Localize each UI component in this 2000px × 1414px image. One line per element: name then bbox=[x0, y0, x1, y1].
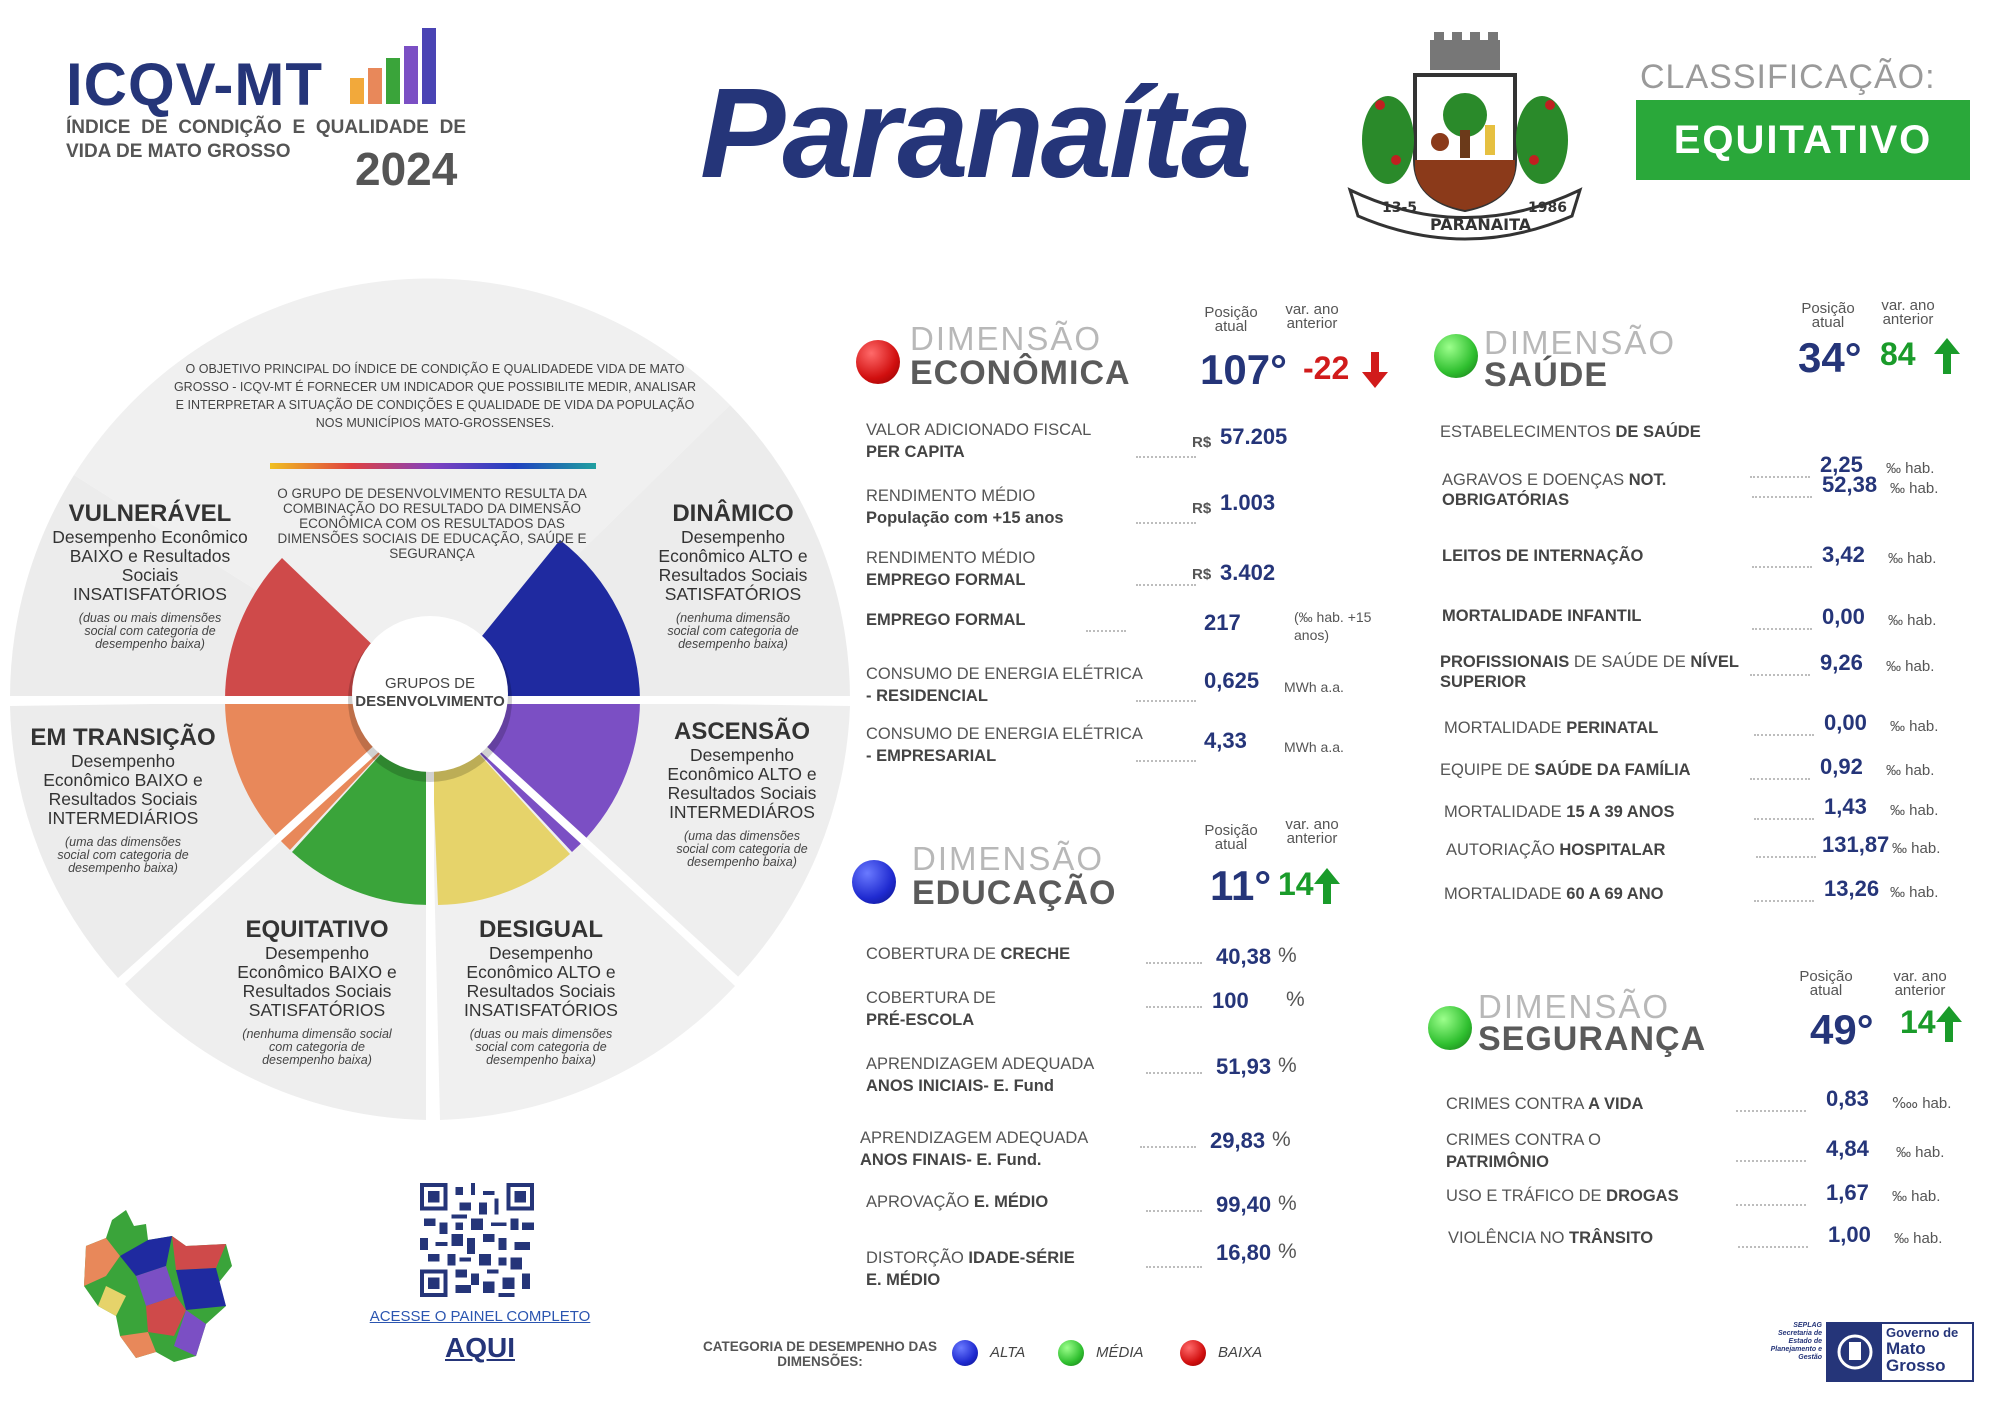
group-equitativo bbox=[222, 916, 412, 1067]
indicator-bold: DE SAÚDE bbox=[1615, 423, 1701, 441]
indicator-text: USO E TRÁFICO DE bbox=[1446, 1187, 1602, 1205]
logo-title: ICQV-MT bbox=[66, 51, 323, 118]
government-logo bbox=[1762, 1322, 1974, 1382]
dotted-leader bbox=[1136, 760, 1196, 762]
seguranca-var-label bbox=[1882, 970, 1958, 998]
wheel-center-line2: DESENVOLVIMENTO bbox=[355, 693, 505, 710]
indicator-row bbox=[866, 988, 1326, 1038]
saude-pos-label bbox=[1796, 302, 1860, 330]
var-label-l2: anterior bbox=[1286, 830, 1338, 847]
indicator-label-l1 bbox=[1444, 802, 1674, 823]
indicator-row bbox=[1446, 1180, 1966, 1234]
indicator-value: 1,67 bbox=[1826, 1180, 1869, 1205]
indicator-row bbox=[860, 1128, 1320, 1178]
groups-explanation: O GRUPO DE DESENVOLVIMENTO RESULTA DA COMBINAÇÃO DO RESULTADO DA DIMENSÃO ECONÔMICA COM OS RESULTADOS DAS DIMENSÕES SOCIAIS DE EDUCAÇÃO, SAÚDE E SEGURANÇA bbox=[277, 486, 587, 561]
indicator-text: COBERTURA DE bbox=[866, 945, 996, 963]
group-vulneravel bbox=[50, 500, 250, 651]
indicator-row bbox=[1444, 876, 1964, 932]
currency-label: R$ bbox=[1192, 566, 1212, 583]
economica-var: -22 bbox=[1303, 350, 1350, 386]
group-title: VULNERÁVEL bbox=[68, 500, 232, 527]
seguranca-var: 14 bbox=[1900, 1004, 1936, 1040]
classification-badge: EQUITATIVO bbox=[1636, 100, 1970, 180]
legend-title: CATEGORIA DE DESEMPENHO DAS DIMENSÕES: bbox=[702, 1339, 938, 1369]
indicator-label-l2: - EMPRESARIAL bbox=[866, 747, 997, 765]
indicator-row bbox=[866, 664, 1366, 714]
dotted-leader bbox=[1752, 628, 1812, 630]
var-label-l2: anterior bbox=[1894, 982, 1946, 999]
classification-label: CLASSIFICAÇÃO: bbox=[1640, 58, 1936, 96]
group-title: ASCENSÃO bbox=[673, 718, 811, 745]
indicator-value: 57.205 bbox=[1220, 424, 1288, 449]
municipal-crest-icon bbox=[1340, 30, 1590, 250]
indicator-unit: ‰ hab. bbox=[1888, 612, 1937, 629]
currency-label: R$ bbox=[1192, 434, 1212, 451]
indicator-label-l1 bbox=[1440, 760, 1691, 781]
currency-label: R$ bbox=[1192, 500, 1212, 517]
educacao-status-ball bbox=[852, 860, 896, 904]
legend-baixa-ball bbox=[1180, 1340, 1206, 1366]
indicator-unit: % bbox=[1286, 988, 1305, 1011]
indicator-unit: MWh a.a. bbox=[1284, 679, 1344, 695]
seguranca-dim-label: DIMENSÃO bbox=[1478, 988, 1671, 1025]
indicator-unit: ‰ hab. bbox=[1896, 1144, 1945, 1161]
group-note: (uma das dimensões social com categoria de desempenho baixa) bbox=[57, 835, 189, 875]
dotted-leader bbox=[1750, 674, 1810, 676]
seguranca-rank: 49° bbox=[1810, 1006, 1874, 1053]
var-label-l1: var. ano bbox=[1881, 297, 1935, 314]
indicator-text: COBERTURA DE bbox=[866, 989, 996, 1007]
indicator-label-l1 bbox=[1442, 470, 1666, 491]
legend-alta-ball bbox=[952, 1340, 978, 1366]
dotted-leader bbox=[1136, 522, 1196, 524]
indicator-bold: CRECHE bbox=[1000, 945, 1071, 963]
var-label-l1: var. ano bbox=[1893, 968, 1947, 985]
indicator-bold: 15 A 39 ANOS bbox=[1566, 803, 1675, 821]
indicator-value: 16,80 bbox=[1216, 1240, 1272, 1265]
indicator-unit: % bbox=[1278, 944, 1297, 967]
indicator-value: 52,38 bbox=[1822, 472, 1878, 497]
indicator-row bbox=[1446, 1130, 1966, 1178]
indicator-row bbox=[866, 1054, 1326, 1104]
dotted-leader bbox=[1146, 1072, 1202, 1074]
group-desc: Desempenho Econômico BAIXO e Resultados Sociais INTERMEDIÁRIOS bbox=[43, 751, 203, 828]
indicator-text: APRENDIZAGEM ADEQUADA bbox=[860, 1129, 1089, 1147]
group-title: EQUITATIVO bbox=[245, 916, 389, 943]
indicator-label-l2: ANOS INICIAIS- E. Fund bbox=[866, 1077, 1054, 1095]
group-dinamico bbox=[638, 500, 828, 651]
indicator-label-l1 bbox=[1440, 652, 1739, 673]
legend-baixa-label: BAIXA bbox=[1218, 1344, 1263, 1361]
access-panel-link[interactable]: ACESSE O PAINEL COMPLETO bbox=[369, 1308, 591, 1325]
dotted-leader bbox=[1146, 1266, 1202, 1268]
group-ascensao bbox=[652, 718, 832, 869]
pos-label-l1: Posição bbox=[1204, 822, 1258, 839]
indicator-label-l1 bbox=[866, 1192, 1048, 1213]
city-name: Paranaíta bbox=[700, 62, 1250, 205]
saude-dim-name: SAÚDE bbox=[1484, 356, 1609, 394]
legend-alta-label: ALTA bbox=[990, 1344, 1026, 1361]
indicator-row bbox=[1440, 754, 1960, 808]
indicator-value: 51,93 bbox=[1216, 1054, 1272, 1079]
logo-subtitle: ÍNDICE DE CONDIÇÃO E QUALIDADE DE VIDA DE MATO GROSSO bbox=[66, 117, 466, 162]
indicator-row bbox=[866, 1192, 1326, 1242]
group-desc: Desempenho Econômico ALTO e Resultados Sociais INSATISFATÓRIOS bbox=[464, 943, 618, 1020]
indicator-label-l2: População com +15 anos bbox=[866, 509, 1064, 527]
dotted-leader bbox=[1738, 1246, 1808, 1248]
indicator-unit: MWh a.a. bbox=[1284, 739, 1344, 755]
indicator-label-l1 bbox=[866, 1248, 1075, 1269]
indicator-bold: TRÂNSITO bbox=[1569, 1229, 1654, 1247]
indicator-bold: MORTALIDADE INFANTIL bbox=[1442, 607, 1642, 625]
economica-pos-label bbox=[1196, 306, 1266, 334]
indicator-label-l1 bbox=[866, 1054, 1094, 1075]
indicator-value: 131,87 bbox=[1822, 832, 1890, 857]
indicator-unit: % bbox=[1272, 1128, 1291, 1151]
indicator-unit: ‰ hab. bbox=[1890, 718, 1939, 735]
indicator-label-l1 bbox=[1442, 606, 1642, 627]
group-note: (nenhuma dimensão social com categoria de desempenho baixa) bbox=[667, 611, 799, 651]
indicator-value: 40,38 bbox=[1216, 944, 1272, 969]
indicator-value: 100 bbox=[1212, 988, 1249, 1013]
indicator-text: APROVAÇÃO bbox=[866, 1193, 970, 1211]
indicator-unit: ‰ hab. bbox=[1892, 1188, 1941, 1205]
var-label-l2: anterior bbox=[1882, 311, 1934, 328]
dotted-leader bbox=[1736, 1160, 1806, 1162]
indicator-bold: PROFISSIONAIS bbox=[1440, 653, 1570, 671]
dotted-leader bbox=[1736, 1110, 1806, 1112]
indicator-label-l1 bbox=[866, 944, 1070, 965]
dotted-leader bbox=[1136, 456, 1196, 458]
educacao-dim-name: EDUCAÇÃO bbox=[912, 874, 1117, 912]
pos-label-l2: atual bbox=[1214, 318, 1248, 335]
group-desc: Desempenho Econômico ALTO e Resultados Sociais INTERMEDIÁROS bbox=[667, 745, 817, 822]
group-title: DINÂMICO bbox=[672, 500, 794, 527]
legend-media-label: MÉDIA bbox=[1096, 1344, 1144, 1361]
indicator-value: 0,00 bbox=[1824, 710, 1867, 735]
indicator-row bbox=[866, 944, 1326, 994]
seguranca-pos-label bbox=[1794, 970, 1858, 998]
indicator-bold: IDADE-SÉRIE bbox=[968, 1249, 1075, 1267]
indicator-text: MORTALIDADE bbox=[1444, 803, 1562, 821]
economica-rank: 107° bbox=[1200, 346, 1287, 393]
group-title: DESIGUAL bbox=[478, 916, 603, 943]
group-transicao bbox=[28, 724, 218, 875]
indicator-text: DE SAÚDE DE bbox=[1573, 653, 1686, 671]
pos-label-l1: Posição bbox=[1799, 968, 1853, 985]
indicator-label-l1: VALOR ADICIONADO FISCAL bbox=[866, 421, 1092, 439]
indicator-bold: SAÚDE DA FAMÍLIA bbox=[1534, 761, 1691, 779]
wheel-center-line1: GRUPOS DE bbox=[384, 675, 475, 692]
economica-status-ball bbox=[856, 340, 900, 384]
pos-label-l1: Posição bbox=[1801, 300, 1855, 317]
dotted-leader bbox=[1754, 734, 1814, 736]
indicator-text: AUTORIAÇÃO bbox=[1446, 841, 1555, 859]
indicator-text: ESTABELECIMENTOS bbox=[1440, 423, 1611, 441]
indicator-label-l1: RENDIMENTO MÉDIO bbox=[866, 549, 1036, 567]
dotted-leader bbox=[1086, 630, 1126, 632]
indicator-value: 2,25 bbox=[1820, 452, 1863, 477]
indicator-text: MORTALIDADE bbox=[1444, 885, 1562, 903]
indicator-row bbox=[1448, 1222, 1968, 1276]
var-label-l2: anterior bbox=[1286, 315, 1338, 332]
indicator-unit: ‰ hab. bbox=[1886, 658, 1935, 675]
saude-status-ball bbox=[1434, 334, 1478, 378]
indicator-text: AGRAVOS E DOENÇAS bbox=[1442, 471, 1625, 489]
indicator-value: 0,83 bbox=[1826, 1086, 1869, 1111]
indicator-value: 4,33 bbox=[1204, 728, 1247, 753]
indicator-label-l2: SUPERIOR bbox=[1440, 673, 1527, 691]
mato-grosso-map-icon bbox=[76, 1206, 236, 1366]
indicator-value: 0,625 bbox=[1204, 668, 1260, 693]
indicator-label-l1 bbox=[1444, 718, 1658, 739]
indicator-value: 1.003 bbox=[1220, 490, 1276, 515]
group-desc: Desempenho Econômico BAIXO e Resultados Sociais SATISFATÓRIOS bbox=[237, 943, 397, 1020]
objective-text: O OBJETIVO PRINCIPAL DO ÍNDICE DE CONDIÇÃO E QUALIDADEDE VIDA DE MATO GROSSO - ICQV-MT É FORNECER UM INDICADOR QUE POSSIBILITE MEDIR, ANALISAR E INTERPRETAR A SITUAÇÃO DE CONDIÇÕES E QUALIDADE DE VIDA DA POPULAÇÃO NOS MUNICÍPIOS MATO-GROSSENSES. bbox=[173, 362, 697, 430]
indicator-text: DISTORÇÃO bbox=[866, 1249, 964, 1267]
indicator-label-l1 bbox=[1446, 840, 1665, 861]
indicator-unit: % bbox=[1278, 1054, 1297, 1077]
indicator-label-l1 bbox=[860, 1128, 1088, 1149]
dotted-leader bbox=[1754, 818, 1814, 820]
var-label-l1: var. ano bbox=[1285, 301, 1339, 318]
logo-year: 2024 bbox=[355, 143, 458, 195]
indicator-unit: ‰ hab. bbox=[1890, 480, 1939, 497]
indicator-value: 9,26 bbox=[1820, 650, 1863, 675]
indicator-label-l2: - RESIDENCIAL bbox=[866, 687, 988, 705]
indicator-bold: A VIDA bbox=[1588, 1095, 1644, 1113]
indicator-unit: ‰ hab. bbox=[1886, 762, 1935, 779]
indicator-row bbox=[866, 548, 1366, 598]
indicator-text: MORTALIDADE bbox=[1444, 719, 1562, 737]
group-desigual bbox=[446, 916, 636, 1067]
group-note: (duas ou mais dimensões social com categoria de desempenho baixa) bbox=[469, 1027, 613, 1067]
group-desc: Desempenho Econômico ALTO e Resultados Sociais SATISFATÓRIOS bbox=[658, 527, 808, 604]
dotted-leader bbox=[1140, 1146, 1196, 1148]
indicator-row bbox=[866, 420, 1366, 470]
indicator-label-l2: PRÉ-ESCOLA bbox=[866, 1011, 975, 1029]
indicator-bold: HOSPITALAR bbox=[1559, 841, 1666, 859]
bar-chart-logo-icon bbox=[350, 28, 458, 104]
indicator-row bbox=[1446, 832, 1966, 888]
qr-code-icon[interactable] bbox=[420, 1183, 534, 1297]
seguranca-status-ball bbox=[1428, 1006, 1472, 1050]
seguranca-dim-name: SEGURANÇA bbox=[1478, 1020, 1707, 1058]
indicator-value: 1,00 bbox=[1828, 1222, 1871, 1247]
group-note: (uma das dimensões social com categoria de desempenho baixa) bbox=[676, 829, 808, 869]
arrow-down-icon bbox=[1362, 352, 1388, 388]
pos-label-l2: atual bbox=[1811, 314, 1845, 331]
indicator-label-l2: PER CAPITA bbox=[866, 443, 965, 461]
arrow-up-icon bbox=[1314, 868, 1340, 904]
crest-name: PARANAITA bbox=[1430, 215, 1532, 234]
indicator-value: 0,92 bbox=[1820, 754, 1863, 779]
saude-rank: 34° bbox=[1798, 334, 1862, 381]
educacao-rank: 11° bbox=[1210, 862, 1272, 909]
saude-var: 84 bbox=[1880, 336, 1916, 372]
indicator-value: 13,26 bbox=[1824, 876, 1880, 901]
dotted-leader bbox=[1136, 584, 1196, 586]
indicator-label-l1: EMPREGO FORMAL bbox=[866, 611, 1026, 629]
indicator-unit: ‱ hab. bbox=[1892, 1095, 1952, 1112]
indicator-bold: E. MÉDIO bbox=[973, 1193, 1049, 1211]
indicator-unit: ‰ hab. bbox=[1890, 884, 1939, 901]
indicator-unit: % bbox=[1278, 1192, 1297, 1215]
arrow-up-icon bbox=[1934, 338, 1960, 374]
dotted-leader bbox=[1752, 566, 1812, 568]
indicator-value: 99,40 bbox=[1216, 1192, 1272, 1217]
dotted-leader bbox=[1146, 962, 1202, 964]
indicator-label-l1: RENDIMENTO MÉDIO bbox=[866, 487, 1036, 505]
state-coat-icon bbox=[1828, 1324, 1882, 1380]
indicator-value: 1,43 bbox=[1824, 794, 1867, 819]
indicator-label-l1 bbox=[866, 988, 996, 1009]
gov-text bbox=[1886, 1326, 1958, 1374]
indicator-row bbox=[1440, 652, 1960, 700]
indicator-label-l1 bbox=[1444, 884, 1663, 905]
saude-var-label bbox=[1870, 299, 1946, 327]
gradient-divider bbox=[270, 463, 596, 469]
indicator-text: APRENDIZAGEM ADEQUADA bbox=[866, 1055, 1095, 1073]
indicator-unit: ‰ hab. bbox=[1890, 802, 1939, 819]
var-label-l1: var. ano bbox=[1285, 816, 1339, 833]
indicator-text: VIOLÊNCIA NO bbox=[1448, 1229, 1565, 1247]
indicator-label-l1 bbox=[1446, 1094, 1643, 1115]
indicator-label-l2: EMPREGO FORMAL bbox=[866, 571, 1026, 589]
indicator-text: CRIMES CONTRA O bbox=[1446, 1131, 1601, 1149]
indicator-text: EQUIPE DE bbox=[1440, 761, 1530, 779]
indicator-label-l1: CONSUMO DE ENERGIA ELÉTRICA bbox=[866, 725, 1143, 743]
indicator-label-l2: PATRIMÔNIO bbox=[1446, 1153, 1549, 1171]
aqui-link[interactable]: AQUI bbox=[445, 1332, 515, 1363]
indicator-row bbox=[1440, 422, 1960, 477]
dotted-leader bbox=[1752, 496, 1812, 498]
indicator-row bbox=[866, 1240, 1326, 1298]
indicator-unit: ‰ hab. bbox=[1888, 550, 1937, 567]
indicator-value: 0,00 bbox=[1822, 604, 1865, 629]
indicator-label-l2: E. MÉDIO bbox=[866, 1271, 941, 1289]
indicator-unit: ‰ hab. bbox=[1886, 460, 1935, 477]
dotted-leader bbox=[1750, 778, 1810, 780]
arrow-up-icon bbox=[1936, 1006, 1962, 1042]
gov-line3: Grosso bbox=[1886, 1356, 1946, 1375]
dotted-leader bbox=[1756, 856, 1816, 858]
dotted-leader bbox=[1136, 700, 1196, 702]
educacao-var-label bbox=[1272, 818, 1352, 846]
indicator-bold: DROGAS bbox=[1606, 1187, 1679, 1205]
indicator-label-l2: ANOS FINAIS- E. Fund. bbox=[860, 1151, 1042, 1169]
indicator-unit: % bbox=[1278, 1240, 1297, 1263]
dotted-leader bbox=[1146, 1006, 1202, 1008]
indicator-bold: NOT. bbox=[1628, 471, 1667, 489]
educacao-var: 14 bbox=[1278, 866, 1314, 902]
indicator-row bbox=[1442, 470, 1962, 518]
indicator-label-l1: CONSUMO DE ENERGIA ELÉTRICA bbox=[866, 665, 1143, 683]
saude-dim-label: DIMENSÃO bbox=[1484, 324, 1677, 361]
indicator-value: 217 bbox=[1204, 610, 1241, 635]
indicator-row bbox=[1442, 606, 1962, 654]
indicator-row bbox=[866, 609, 1372, 660]
indicator-bold: PERINATAL bbox=[1566, 719, 1659, 737]
indicator-value: 3.402 bbox=[1220, 560, 1276, 585]
group-title: EM TRANSIÇÃO bbox=[30, 724, 216, 751]
educacao-dim-label: DIMENSÃO bbox=[912, 840, 1105, 877]
legend-media-ball bbox=[1058, 1340, 1084, 1366]
crest-year: 1986 bbox=[1528, 200, 1567, 216]
indicator-text: CRIMES CONTRA bbox=[1446, 1095, 1584, 1113]
economica-dim-name: ECONÔMICA bbox=[910, 354, 1131, 392]
indicator-label-l1 bbox=[1446, 1130, 1601, 1151]
indicator-value: 4,84 bbox=[1826, 1136, 1869, 1161]
indicator-unit: ‰ hab. bbox=[1892, 840, 1941, 857]
indicator-row bbox=[866, 486, 1366, 536]
group-desc: Desempenho Econômico BAIXO e Resultados Sociais INSATISFATÓRIOS bbox=[52, 527, 248, 604]
indicator-row bbox=[1442, 542, 1962, 594]
dotted-leader bbox=[1146, 1210, 1202, 1212]
indicator-unit: ‰ hab. bbox=[1894, 1230, 1943, 1247]
indicator-label-l1 bbox=[1446, 1186, 1679, 1207]
economica-var-label bbox=[1272, 303, 1352, 331]
dotted-leader bbox=[1736, 1204, 1806, 1206]
pos-label-l2: atual bbox=[1809, 982, 1843, 999]
indicator-row bbox=[866, 724, 1366, 774]
pos-label-l2: atual bbox=[1214, 836, 1248, 853]
indicator-label-l1 bbox=[1442, 546, 1643, 567]
gov-line1: Governo de bbox=[1886, 1325, 1959, 1340]
gov-line2: Mato bbox=[1886, 1339, 1926, 1358]
indicator-value: 29,83 bbox=[1210, 1128, 1266, 1153]
indicator-value: 3,42 bbox=[1822, 542, 1865, 567]
indicator-unit: (‰ hab. +15 anos) bbox=[1294, 609, 1372, 643]
educacao-pos-label bbox=[1196, 824, 1266, 852]
indicator-label-l1 bbox=[1448, 1228, 1653, 1249]
indicator-bold: 60 A 69 ANO bbox=[1566, 885, 1664, 903]
seplag-text: SEPLAG Secretaria de Estado de Planejamento e Gestão bbox=[1770, 1322, 1822, 1361]
indicator-label-l1 bbox=[1440, 422, 1701, 443]
group-note: (duas ou mais dimensões social com categoria de desempenho baixa) bbox=[78, 611, 222, 651]
wheel-center-label bbox=[350, 675, 510, 711]
indicator-row bbox=[1444, 710, 1964, 766]
indicator-bold: NÍVEL bbox=[1690, 653, 1739, 671]
indicator-bold: LEITOS DE INTERNAÇÃO bbox=[1442, 547, 1644, 565]
economica-dim-label: DIMENSÃO bbox=[910, 320, 1103, 357]
pos-label-l1: Posição bbox=[1204, 304, 1258, 321]
crest-founded: 13-5 bbox=[1382, 200, 1418, 216]
group-note: (nenhuma dimensão social com categoria de desempenho baixa) bbox=[242, 1027, 392, 1067]
dotted-leader bbox=[1754, 900, 1814, 902]
indicator-label-l2: OBRIGATÓRIAS bbox=[1442, 491, 1570, 509]
